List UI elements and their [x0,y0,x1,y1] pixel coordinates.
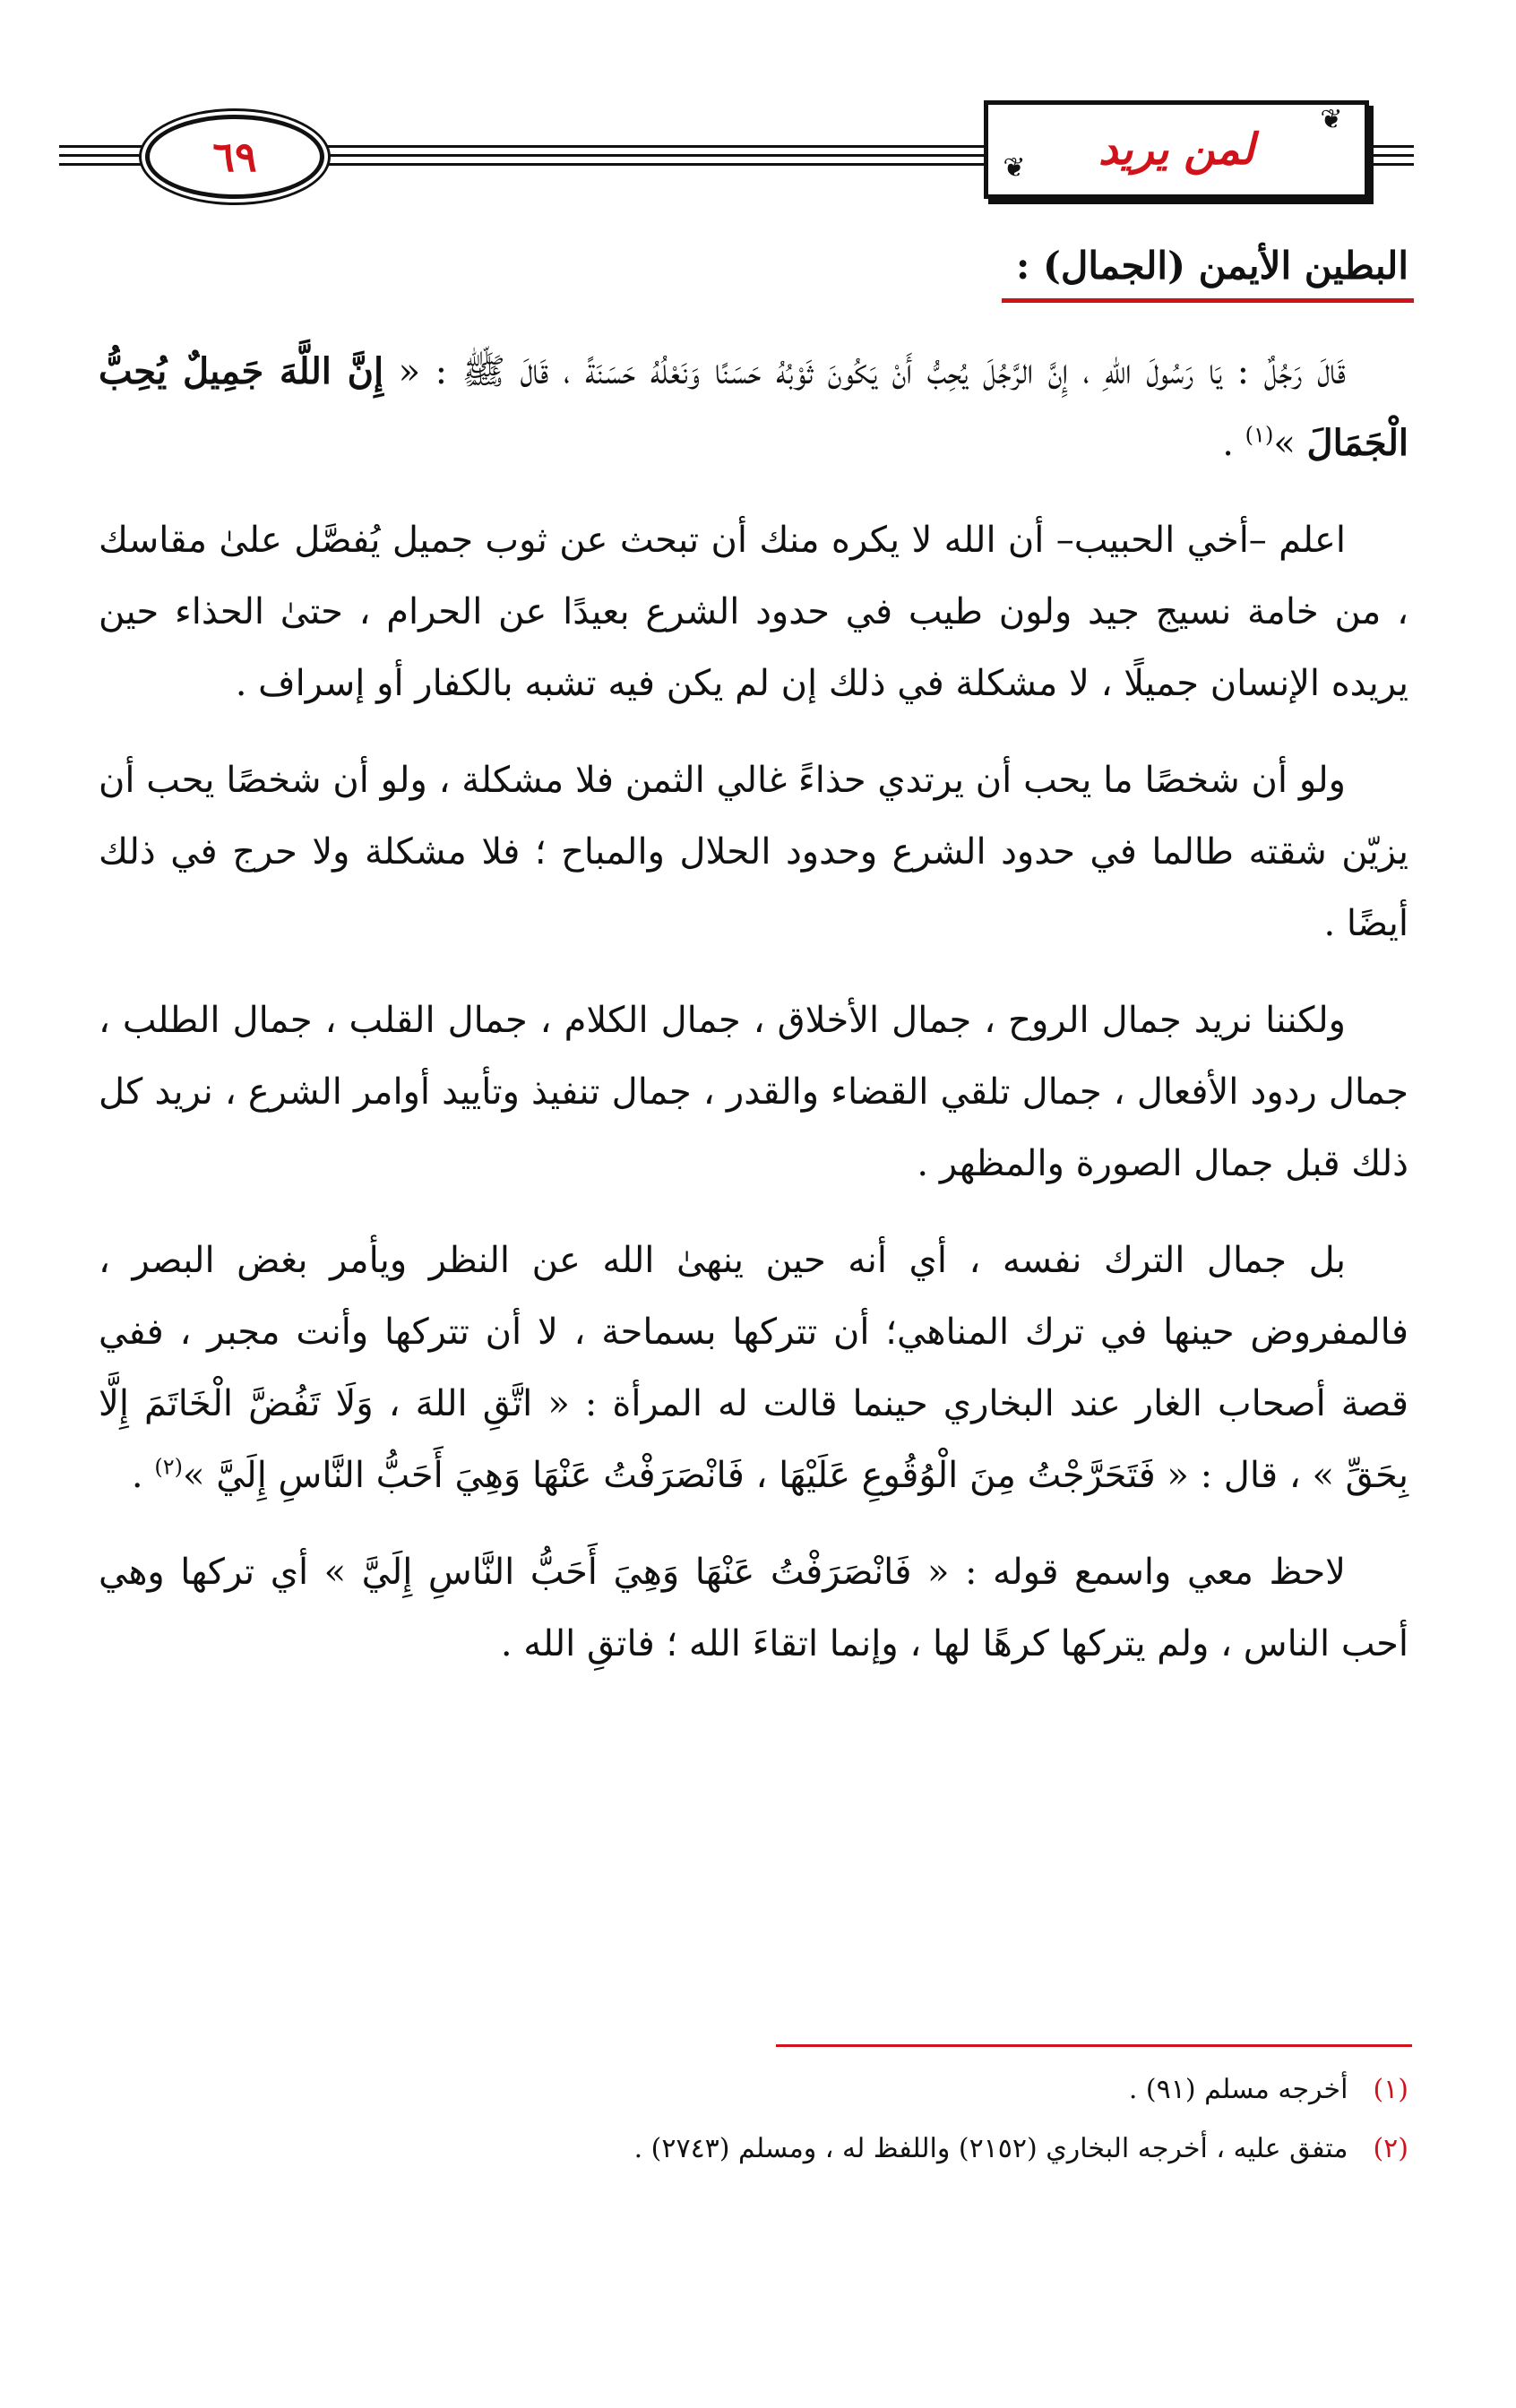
header-rule-left [59,145,152,148]
footnote-ref: (٢) [154,1454,183,1480]
header-rule-left [59,154,152,157]
header-rule-middle [319,163,987,166]
body-paragraph [99,336,1408,479]
section-heading: البطين الأيمن (الجمال) : [1015,244,1408,288]
footnote-text: متفق عليه ، أخرجه البخاري (٢١٥٢) واللفظ له ، ومسلم (٢٧٤٣) . [633,2133,1348,2164]
paragraph-text: بل جمال الترك نفسه ، أي أنه حين ينهىٰ الله عن النظر ويأمر بغض البصر ، فالمفروض حينها في ترك المناهي؛ أن تتركها بسماحة ، لا أن تتركها وأنت مجبر ، ففي قصة أصحاب الغار عند البخاري حينما قالت له المرأة : « اتَّقِ اللهَ ، وَلَا تَفُضَّ الْخَاتَمَ إِلَّا بِحَقِّ » ، قال : « فَتَحَرَّجْتُ مِنَ الْوُقُوعِ عَلَيْهَا ، فَانْصَرَفْتُ عَنْهَا وَهِيَ أَحَبُّ النَّاسِ إِلَيَّ » [99,1240,1409,1496]
hadith-quote: إِنَّ اللَّهَ جَمِيلٌ يُحِبُّ الْجَمَالَ [99,350,1408,464]
paragraph-text: اعلم –أخي الحبيب– أن الله لا يكره منك أن تبحث عن ثوب جميل يُفصَّل علىٰ مقاسك ، من خامة نسيج جيد ولون طيب في حدود الشرع بعيدًا عن الحرام ، حتىٰ الحذاء حين يريده الإنسان جميلًا ، لا مشكلة في ذلك إن لم يكن فيه تشبه بالكفار أو إسراف . [99,520,1408,704]
paragraph-text: . [1222,423,1245,464]
body-paragraph [99,744,1408,959]
footnote-number: (١) [1373,2074,1408,2105]
paragraph-text: ولو أن شخصًا ما يحب أن يرتدي حذاءً غالي الثمن فلا مشكلة ، ولو أن شخصًا يحب أن يزيّن شقته طالما في حدود الشرع وحدود الحلال والمباح ؛ فلا مشكلة ولا حرج في ذلك أيضًا . [99,760,1409,944]
ornament-icon: ❦ [1003,152,1026,184]
page-number-badge [145,115,324,199]
header-rule-middle [319,145,987,148]
footnote-ref: (١) [1245,422,1274,448]
footnote-number: (٢) [1373,2133,1408,2164]
header-rule-right [1367,154,1414,157]
header-rule-left [59,163,152,166]
heading-underline [1002,298,1414,303]
footnote-item [118,2060,1408,2120]
body-paragraph [99,1225,1408,1511]
footnotes [118,2060,1408,2179]
paragraph-text: » [1273,423,1307,464]
paragraph-text: ولكننا نريد جمال الروح ، جمال الأخلاق ، جمال الكلام ، جمال القلب ، جمال الطلب ، جمال ردود الأفعال ، جمال تلقي القضاء والقدر ، جمال تنفيذ وتأييد أوامر الشرع ، نريد كل ذلك قبل جمال الصورة والمظهر . [99,1000,1408,1184]
header-rule-right [1367,163,1414,166]
body-paragraph [99,504,1408,719]
body-paragraph [99,985,1408,1200]
footnote-separator [776,2044,1412,2047]
body-paragraph [99,1536,1408,1680]
footnote-item [118,2120,1408,2179]
header-rule-right [1367,145,1414,148]
paragraph-text: قَالَ رَجُلٌ : يَا رَسُولَ اللهِ ، إِنَّ الرَّجُلَ يُحِبُّ أَنْ يَكُونَ ثَوْبُهُ حَسَنًا وَنَعْلُهُ حَسَنَةً ، قَالَ ﷺ : « [383,351,1346,392]
book-title: لمن يريد [1098,125,1255,175]
page-number: ٦٩ [212,133,257,181]
header-rule-middle [319,154,987,157]
body-text [99,336,1408,1705]
footnote-text: أخرجه مسلم (٩١) . [1128,2074,1348,2105]
paragraph-text: . [131,1455,155,1496]
paragraph-text: لاحظ معي واسمع قوله : « فَانْصَرَفْتُ عَنْهَا وَهِيَ أَحَبُّ النَّاسِ إِلَيَّ » أي تركها وهي أحب الناس ، ولم يتركها كرهًا لها ، وإنما اتقاءَ الله ؛ فاتقِ الله . [99,1552,1408,1664]
ornament-icon: ❦ [1320,104,1343,135]
